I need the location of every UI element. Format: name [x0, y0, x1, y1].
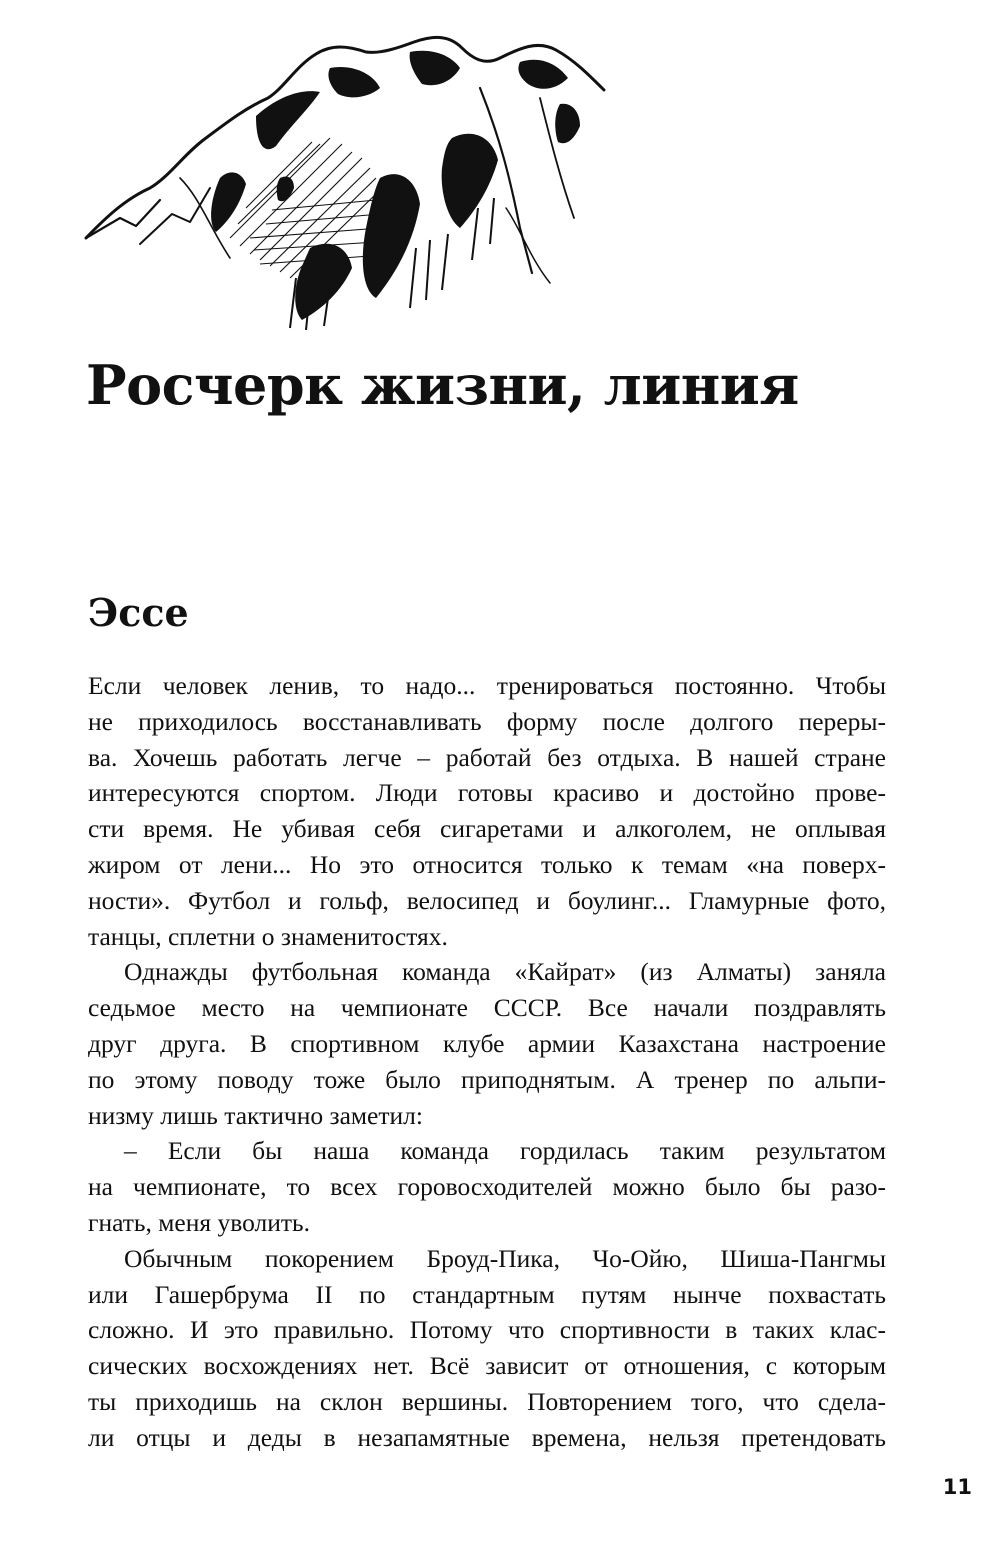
text-line: гнать, меня уволить.: [88, 1207, 311, 1237]
text-line: – Если бы наша команда гордилась таким результатом: [124, 1136, 886, 1166]
mountain-sketch-illustration: [80, 28, 620, 333]
text-line: друг друга. В спортивном клубе армии Казахстана настроение: [88, 1028, 886, 1058]
paragraph: [88, 1133, 886, 1205]
text-line: ва. Хочешь работать легче – работай без отдыха. В нашей стране: [88, 742, 886, 772]
text-line: не приходилось восстанавливать форму после долгого переры-: [88, 706, 886, 736]
paragraph-tail: [88, 1098, 886, 1134]
paragraph: [88, 954, 886, 1097]
section-heading: Эссе: [88, 590, 189, 635]
text-line: на чемпионате, то всех горовосходителей можно было бы разо-: [88, 1172, 886, 1202]
text-line: ты приходишь на склон вершины. Повторением того, что сдела-: [88, 1386, 886, 1416]
text-line: по этому поводу тоже было приподнятым. А тренер по альпи-: [88, 1064, 886, 1094]
text-line: танцы, сплетни о знаменитостях.: [88, 921, 448, 951]
text-line: Обычным покорением Броуд-Пика, Чо-Ойю, Шиша-Пангмы: [124, 1243, 886, 1273]
text-line: сти время. Не убивая себя сигаретами и алкоголем, не оплывая: [88, 814, 886, 844]
paragraph-tail: [88, 919, 886, 955]
text-line: седьмое место на чемпионате СССР. Все начали поздравлять: [88, 993, 886, 1023]
text-line: низму лишь тактично заметил:: [88, 1100, 423, 1130]
text-line: Однажды футбольная команда «Кайрат» (из Алматы) заняла: [124, 957, 886, 987]
text-line: Если человек ленив, то надо... тренироваться постоянно. Чтобы: [88, 671, 886, 700]
text-line: ли отцы и деды в незапамятные времена, нельзя претендовать: [88, 1422, 886, 1452]
text-line: ности». Футбол и гольф, велосипед и боулинг... Гламурные фото,: [88, 885, 886, 915]
text-line: или Гашербрума II по стандартным путям нынче похвастать: [88, 1279, 886, 1309]
text-line: жиром от лени... Но это относится только к темам «на поверх-: [88, 849, 886, 879]
paragraph: [88, 668, 886, 919]
essay-body: [88, 668, 886, 1456]
paragraph-tail: [88, 1205, 886, 1241]
page-number: 11: [942, 1475, 972, 1499]
text-line: сложно. И это правильно. Потому что спортивности в таких клас-: [88, 1315, 886, 1345]
paragraph: [88, 1241, 886, 1456]
text-line: сических восхождениях нет. Всё зависит от отношения, с которым: [88, 1351, 886, 1381]
chapter-title: Росчерк жизни, линия: [86, 353, 799, 417]
text-line: интересуются спортом. Люди готовы красиво и достойно прове-: [88, 778, 886, 808]
